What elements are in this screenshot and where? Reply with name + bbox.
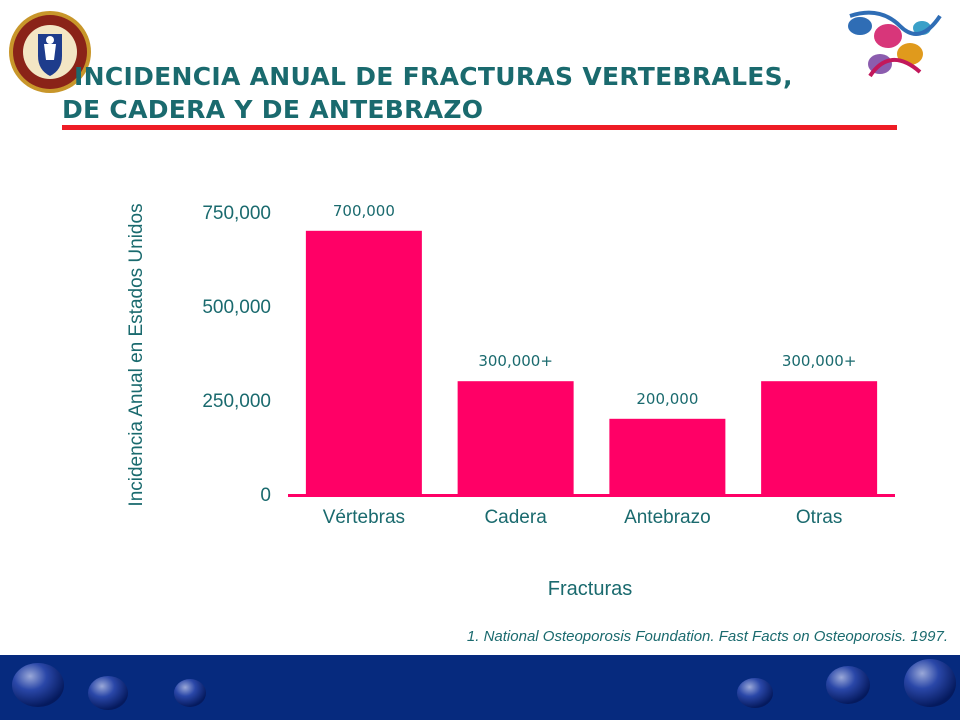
y-tick-label: 250,000 bbox=[202, 391, 271, 412]
data-label: 300,000+ bbox=[781, 352, 857, 371]
y-axis-label: Incidencia Anual en Estados Unidos bbox=[126, 203, 147, 507]
bubble-icon bbox=[88, 676, 128, 710]
x-tick-label: Cadera bbox=[484, 507, 547, 528]
bar bbox=[458, 381, 574, 494]
title-line-2: DE CADERA Y DE ANTEBRAZO bbox=[62, 95, 484, 124]
data-label: 300,000+ bbox=[478, 352, 553, 371]
bubble-icon bbox=[12, 663, 64, 707]
y-axis-label-box bbox=[102, 200, 172, 510]
x-tick-label: Vértebras bbox=[322, 507, 406, 528]
x-axis-label: Fracturas bbox=[547, 578, 633, 600]
bubble-icon bbox=[174, 679, 206, 707]
bubble-icon bbox=[737, 678, 773, 708]
bar bbox=[306, 231, 422, 494]
bubble-icon bbox=[904, 659, 956, 707]
y-tick-label: 0 bbox=[260, 485, 271, 506]
y-tick-label: 750,000 bbox=[202, 203, 271, 224]
x-tick-label: Antebrazo bbox=[624, 507, 711, 528]
data-label: 200,000 bbox=[636, 389, 699, 408]
footnote: 1. National Osteoporosis Foundation. Fast Facts on Osteoporosis. 1997. bbox=[466, 628, 948, 645]
y-tick-label: 500,000 bbox=[202, 297, 271, 318]
bar bbox=[609, 419, 725, 494]
bar bbox=[761, 381, 877, 494]
decorative-bottom-band bbox=[0, 655, 960, 720]
title-line-1: INCIDENCIA ANUAL DE FRACTURAS VERTEBRALES, bbox=[74, 62, 793, 91]
x-tick-label: Otras bbox=[795, 507, 843, 528]
bubble-icon bbox=[826, 666, 870, 704]
data-label: 700,000 bbox=[332, 201, 395, 220]
